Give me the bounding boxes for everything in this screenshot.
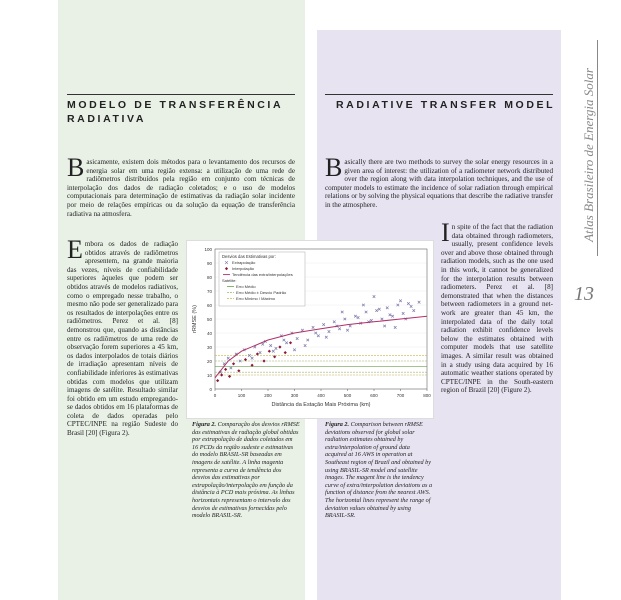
left-paragraph-1 (67, 153, 295, 218)
extrapolation-point (383, 325, 386, 328)
left-paragraph-2 (67, 235, 178, 438)
extrapolation-point (354, 315, 357, 318)
extrapolation-point (227, 357, 230, 360)
extrapolation-point (373, 295, 376, 298)
extrapolation-point (391, 315, 394, 318)
legend-item-label: Erro Médio ± Desvio Padrão (236, 290, 287, 295)
legend-item-label: Interpolação (232, 266, 255, 271)
page-number: 13 (574, 283, 594, 305)
legend-item-label: Tendência das extra/interpolações (232, 272, 293, 277)
legend-title: Desvios das Estimativas por: (222, 254, 276, 259)
extrapolation-point (306, 339, 309, 342)
left-caption-text: Comparação dos desvios rRMSE das estimativas de radiação global obtidas por extrapolação de dados coletados em 16 PCDs da região sudeste e estimativas do modelo BRASIL-SR baseadas em imagens de satélite. A linha magenta representa a curva de tendência dos desvios das estimativas por extrapolação/interpolação em função da distância à PCD mais próxima. As linhas horizontais representam o intervalo dos desvios de estimativas fornecidas pelo modelo BRASIL-SR. (192, 421, 300, 520)
chart-svg (187, 241, 433, 418)
extrapolation-point (275, 347, 278, 350)
extrapolation-point (378, 308, 381, 311)
right-caption-text: Comparison between rRMSE deviations observed for global solar radiation estimates obtained by extra/interpolation of ground data acquired at 16 AWS in operation at Southeast region of Brazil and obtained by using BRASIL-SR model and satellite images. The magent line is the tendency curve of extra/interpolation deviations as a function of distance from the nearest AWS. The horizontal lines represent the range of deviation values obtained by using BRASIL-SR. (325, 421, 433, 520)
extrapolation-point (375, 309, 378, 312)
figure-2-chart (186, 240, 434, 419)
extrapolation-point (341, 311, 344, 314)
right-heading: RADIATIVE TRANSFER MODEL (336, 99, 556, 111)
right-paragraph-1 (325, 153, 553, 210)
interpolation-point (268, 350, 271, 353)
extrapolation-point (269, 344, 272, 347)
left-paragraph-1-text: asicamente, existem dois métodos para o levantamento dos recursos de energia solar em uma região extensa: a utilização de uma rede de radiômetros distribuídos pela região em conjunto com técnicas de interpolação dos dados de radiação coletados; e o uso de modelos computacionais para determinação de estimativas da radiação solar incidente por meio de relações empíricas ou da solução da equação de transferência radiativa na atmosfera. (67, 158, 295, 218)
right-caption-label: Figura 2. (325, 421, 350, 428)
right-paragraph-2 (441, 218, 553, 395)
y-tick-label: 60 (206, 303, 212, 308)
extrapolation-point (333, 321, 336, 324)
extrapolation-point (389, 314, 392, 317)
left-figure-caption (192, 421, 300, 520)
y-tick-label: 40 (206, 331, 212, 336)
y-tick-label: 90 (206, 261, 212, 266)
extrapolation-point (317, 335, 320, 338)
extrapolation-point (410, 305, 413, 308)
extrapolation-point (285, 342, 288, 345)
side-title: Atlas Brasileiro de Energia Solar (581, 68, 596, 242)
extrapolation-point (399, 300, 402, 303)
dropcap: E (67, 235, 83, 264)
y-tick-label: 30 (206, 345, 212, 350)
extrapolation-point (325, 336, 328, 339)
extrapolation-point (386, 307, 389, 310)
x-tick-label: 100 (237, 393, 246, 398)
dropcap: B (325, 153, 343, 182)
extrapolation-point (322, 323, 325, 326)
y-tick-label: 20 (206, 359, 212, 364)
left-paragraph-2-text: mbora os dados de radiação obtidos através de radiômetros apresentem, na grande maioria das vezes, níveis de confiabilidade superiores àqueles que podem ser obtidos através de modelos radiativos, como o empregado nesse trabalho, o mesmo não pode ser generalizado para os resultados de interpolações entre os radiômetros. Perez et al. [8] demonstrou que, quando as distâncias entre os radiômetros de uma rede de observação forem superiores a 45 km, os dados interpolados de totais diários de irradiação apresentam níveis de confiabilidade inferiores às estimativas obtidas com modelos que utilizam imagens de satélite. Resultado similar foi obtido em um estudo empregando-se dados obtidos em 16 plataformas de coleta de dados operadas pelo CPTEC/INPE na região Sudeste do Brasil [20] (Figura 2). (67, 240, 178, 438)
extrapolation-point (230, 367, 233, 370)
y-tick-label: 10 (206, 373, 212, 378)
interpolation-point (224, 368, 227, 371)
extrapolation-point (357, 316, 360, 319)
right-heading-rule (325, 94, 553, 95)
x-tick-label: 800 (423, 393, 431, 398)
x-tick-label: 400 (317, 393, 325, 398)
interpolation-point (232, 362, 235, 365)
extrapolation-point (412, 309, 415, 312)
interpolation-point (289, 341, 292, 344)
right-paragraph-2-text: n spite of the fact that the radiation data obtained through radiometers, usually, present confidence levels over and above those obtained through radiation models, such as the one used in this work, it cannot be generalized for the interpolation results between radiometers. Perez et al. [8] demonstrated that when the distances between radiometers in a ground net-work are greater than 45 km, the interpolated data of the daily total radiation exhibit confidence levels below the estimates obtained with computer models that use satellite images. A similar result was obtained in a study using data acquired by 16 automatic weather stations operated by CPTEC/INPE in the South-eastern region of Brazil [20] (Figure 2). (441, 223, 553, 395)
left-heading-rule (67, 94, 295, 95)
extrapolation-point (296, 337, 299, 340)
right-figure-caption (325, 421, 433, 520)
extrapolation-point (272, 350, 275, 353)
y-axis-label: rRMSE (%) (192, 305, 198, 333)
extrapolation-point (349, 325, 352, 328)
extrapolation-point (293, 349, 296, 352)
extrapolation-point (338, 328, 341, 331)
side-rule (597, 40, 598, 256)
y-tick-label: 0 (209, 387, 212, 392)
y-tick-label: 50 (206, 317, 212, 322)
legend-item-label: Satélite: (222, 278, 237, 283)
extrapolation-point (402, 312, 405, 315)
x-tick-label: 200 (264, 393, 272, 398)
left-caption-label: Figura 2. (192, 421, 217, 428)
left-heading: MODELO DE TRANSFERÊNCIA RADIATIVA (67, 99, 283, 125)
legend-item-label: Erro Mínimo / Máximo (236, 296, 276, 301)
extrapolation-point (283, 339, 286, 342)
extrapolation-point (259, 351, 262, 354)
extrapolation-point (251, 357, 254, 360)
extrapolation-point (346, 329, 349, 332)
y-tick-label: 80 (206, 275, 212, 280)
dropcap: I (441, 218, 450, 247)
legend-item-label: Extrapolação (232, 260, 256, 265)
interpolation-point (284, 351, 287, 354)
extrapolation-point (304, 344, 307, 347)
dropcap: B (67, 153, 85, 182)
interpolation-point (216, 379, 219, 382)
interpolation-point (278, 345, 281, 348)
x-tick-label: 600 (370, 393, 378, 398)
x-tick-label: 0 (213, 393, 217, 398)
x-axis-label: Distância da Estação Mais Próxima (km) (271, 402, 371, 408)
extrapolation-point (261, 343, 264, 346)
x-tick-label: 300 (290, 393, 299, 398)
right-paragraph-1-text: asically there are two methods to survey the solar energy resources in a given area of interest: the utilization of a radiometer network distributed over the region along with data interpolation techniques, and the use of computer models to estimate the incidence of solar radiation through empirical relations or by solving the physical equations that describe the radiative transfer in the atmosphere. (325, 158, 553, 209)
interpolation-point (220, 373, 223, 376)
extrapolation-point (394, 326, 397, 329)
extrapolation-point (370, 319, 373, 322)
extrapolation-point (365, 311, 368, 314)
legend-item-label: Erro Médio (236, 284, 256, 289)
extrapolation-point (418, 301, 421, 304)
x-tick-label: 700 (396, 393, 405, 398)
extrapolation-point (312, 326, 315, 329)
extrapolation-point (407, 302, 410, 305)
x-tick-label: 500 (343, 393, 352, 398)
y-tick-label: 70 (206, 289, 212, 294)
extrapolation-point (328, 330, 331, 333)
interpolation-point (262, 359, 265, 362)
y-tick-label: 100 (204, 247, 212, 252)
